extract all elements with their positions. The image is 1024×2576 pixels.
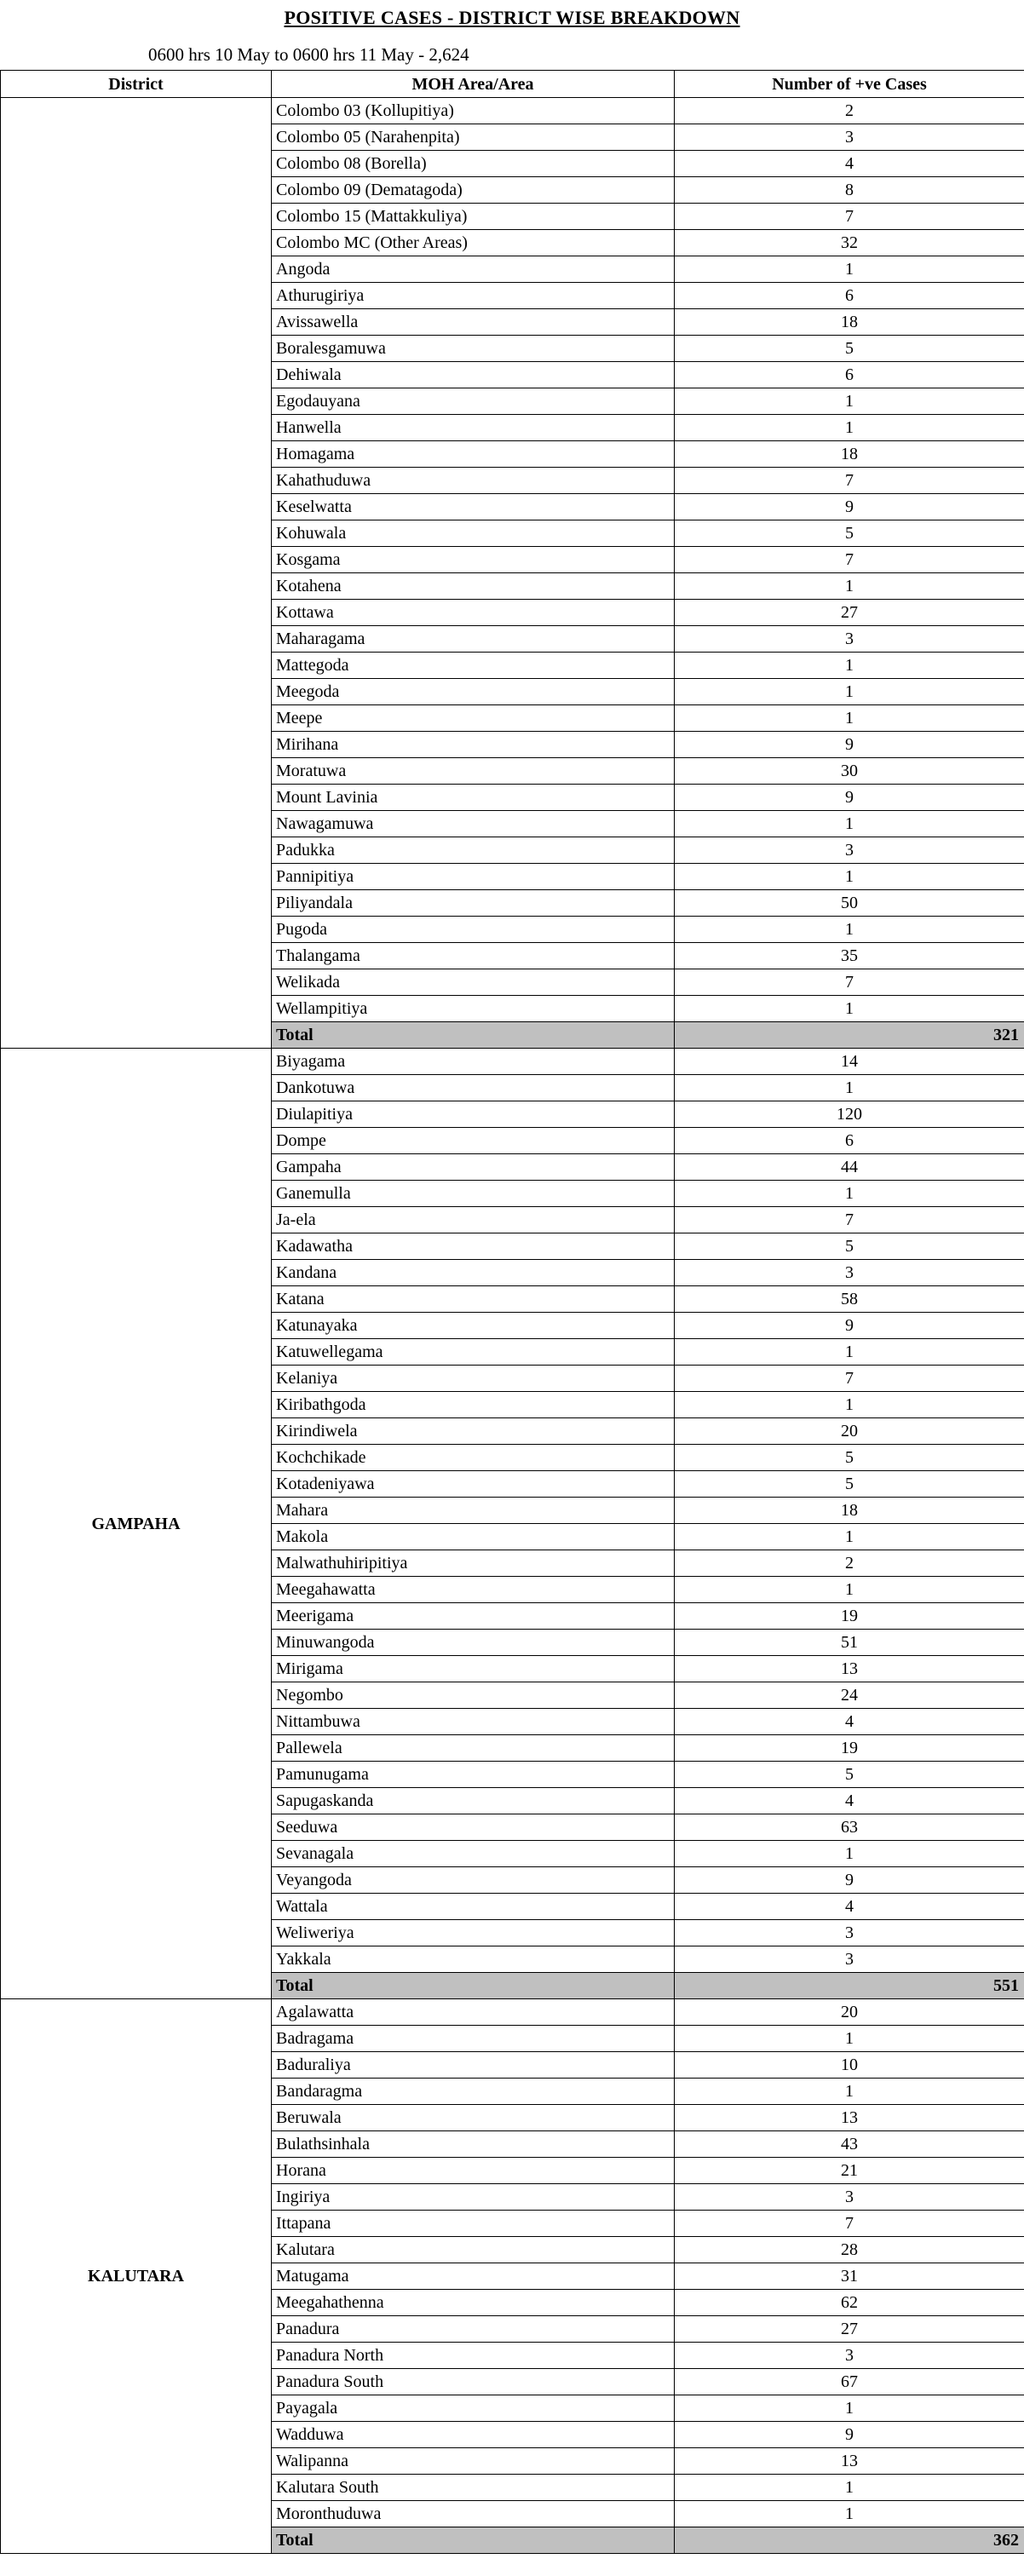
case-count-cell: 20 <box>675 1418 1024 1445</box>
moh-area-cell: Dankotuwa <box>272 1075 675 1101</box>
moh-area-cell: Meerigama <box>272 1603 675 1630</box>
case-count-cell: 18 <box>675 1498 1024 1524</box>
moh-area-cell: Homagama <box>272 441 675 468</box>
case-count-cell: 1 <box>675 864 1024 890</box>
total-label: Total <box>272 2527 675 2554</box>
district-name: KALUTARA <box>1 1999 272 2554</box>
moh-area-cell: Pamunugama <box>272 1762 675 1788</box>
header-area: MOH Area/Area <box>272 71 675 98</box>
moh-area-cell: Meegoda <box>272 679 675 705</box>
case-count-cell: 7 <box>675 969 1024 996</box>
case-count-cell: 18 <box>675 441 1024 468</box>
moh-area-cell: Meegahawatta <box>272 1577 675 1603</box>
case-count-cell: 5 <box>675 1445 1024 1471</box>
moh-area-cell: Kohuwala <box>272 520 675 547</box>
moh-area-cell: Ittapana <box>272 2211 675 2237</box>
moh-area-cell: Kirindiwela <box>272 1418 675 1445</box>
moh-area-cell: Colombo 05 (Narahenpita) <box>272 124 675 151</box>
moh-area-cell: Welikada <box>272 969 675 996</box>
case-count-cell: 1 <box>675 1841 1024 1867</box>
moh-area-cell: Bulathsinhala <box>272 2131 675 2158</box>
moh-area-cell: Pannipitiya <box>272 864 675 890</box>
case-count-cell: 5 <box>675 1762 1024 1788</box>
case-count-cell: 27 <box>675 600 1024 626</box>
case-count-cell: 43 <box>675 2131 1024 2158</box>
case-count-cell: 14 <box>675 1049 1024 1075</box>
case-count-cell: 27 <box>675 2316 1024 2343</box>
case-count-cell: 10 <box>675 2052 1024 2079</box>
moh-area-cell: Badragama <box>272 2026 675 2052</box>
moh-area-cell: Thalangama <box>272 943 675 969</box>
moh-area-cell: Kalutara South <box>272 2475 675 2501</box>
district-name: GAMPAHA <box>1 1049 272 1999</box>
case-count-cell: 7 <box>675 1366 1024 1392</box>
case-count-cell: 2 <box>675 98 1024 124</box>
moh-area-cell: Sevanagala <box>272 1841 675 1867</box>
moh-area-cell: Colombo 03 (Kollupitiya) <box>272 98 675 124</box>
moh-area-cell: Athurugiriya <box>272 283 675 309</box>
case-count-cell: 7 <box>675 2211 1024 2237</box>
moh-area-cell: Ganemulla <box>272 1181 675 1207</box>
moh-area-cell: Egodauyana <box>272 388 675 415</box>
case-count-cell: 7 <box>675 468 1024 494</box>
moh-area-cell: Diulapitiya <box>272 1101 675 1128</box>
case-count-cell: 1 <box>675 388 1024 415</box>
moh-area-cell: Ingiriya <box>272 2184 675 2211</box>
case-count-cell: 19 <box>675 1603 1024 1630</box>
moh-area-cell: Weliweriya <box>272 1920 675 1946</box>
district-name <box>1 98 272 1049</box>
case-count-cell: 1 <box>675 2501 1024 2527</box>
case-count-cell: 1 <box>675 679 1024 705</box>
page-title: POSITIVE CASES - DISTRICT WISE BREAKDOWN <box>284 7 740 28</box>
moh-area-cell: Ja-ela <box>272 1207 675 1233</box>
moh-area-cell: Angoda <box>272 256 675 283</box>
case-count-cell: 9 <box>675 732 1024 758</box>
case-count-cell: 18 <box>675 309 1024 336</box>
moh-area-cell: Wadduwa <box>272 2422 675 2448</box>
moh-area-cell: Horana <box>272 2158 675 2184</box>
moh-area-cell: Kosgama <box>272 547 675 573</box>
case-count-cell: 51 <box>675 1630 1024 1656</box>
moh-area-cell: Keselwatta <box>272 494 675 520</box>
case-count-cell: 28 <box>675 2237 1024 2263</box>
moh-area-cell: Wattala <box>272 1894 675 1920</box>
case-count-cell: 31 <box>675 2263 1024 2290</box>
case-count-cell: 3 <box>675 2343 1024 2369</box>
table-row <box>1 98 1024 124</box>
moh-area-cell: Meepe <box>272 705 675 732</box>
moh-area-cell: Kotadeniyawa <box>272 1471 675 1498</box>
moh-area-cell: Veyangoda <box>272 1867 675 1894</box>
moh-area-cell: Makola <box>272 1524 675 1550</box>
case-count-cell: 4 <box>675 1894 1024 1920</box>
moh-area-cell: Mount Lavinia <box>272 785 675 811</box>
case-count-cell: 6 <box>675 362 1024 388</box>
moh-area-cell: Katana <box>272 1286 675 1313</box>
case-count-cell: 6 <box>675 1128 1024 1154</box>
header-district: District <box>1 71 272 98</box>
moh-area-cell: Dompe <box>272 1128 675 1154</box>
moh-area-cell: Boralesgamuwa <box>272 336 675 362</box>
moh-area-cell: Kelaniya <box>272 1366 675 1392</box>
case-count-cell: 20 <box>675 1999 1024 2026</box>
case-count-cell: 9 <box>675 494 1024 520</box>
case-count-cell: 1 <box>675 1339 1024 1366</box>
case-count-cell: 9 <box>675 785 1024 811</box>
moh-area-cell: Colombo 15 (Mattakkuliya) <box>272 204 675 230</box>
header-cases: Number of +ve Cases <box>675 71 1024 98</box>
moh-area-cell: Meegahathenna <box>272 2290 675 2316</box>
total-value: 362 <box>675 2527 1024 2554</box>
case-count-cell: 5 <box>675 1471 1024 1498</box>
moh-area-cell: Kalutara <box>272 2237 675 2263</box>
moh-area-cell: Mahara <box>272 1498 675 1524</box>
case-count-cell: 67 <box>675 2369 1024 2395</box>
moh-area-cell: Panadura <box>272 2316 675 2343</box>
total-label: Total <box>272 1973 675 1999</box>
moh-area-cell: Katuwellegama <box>272 1339 675 1366</box>
case-count-cell: 13 <box>675 2105 1024 2131</box>
moh-area-cell: Avissawella <box>272 309 675 336</box>
moh-area-cell: Yakkala <box>272 1946 675 1973</box>
total-value: 551 <box>675 1973 1024 1999</box>
case-count-cell: 1 <box>675 2079 1024 2105</box>
header-row <box>1 71 1024 98</box>
moh-area-cell: Colombo 08 (Borella) <box>272 151 675 177</box>
case-count-cell: 6 <box>675 283 1024 309</box>
moh-area-cell: Pallewela <box>272 1735 675 1762</box>
case-count-cell: 1 <box>675 653 1024 679</box>
moh-area-cell: Piliyandala <box>272 890 675 917</box>
moh-area-cell: Panadura South <box>272 2369 675 2395</box>
case-count-cell: 1 <box>675 917 1024 943</box>
case-count-cell: 4 <box>675 1709 1024 1735</box>
case-count-cell: 5 <box>675 1233 1024 1260</box>
case-count-cell: 7 <box>675 1207 1024 1233</box>
case-count-cell: 1 <box>675 2475 1024 2501</box>
case-count-cell: 1 <box>675 996 1024 1022</box>
moh-area-cell: Kiribathgoda <box>272 1392 675 1418</box>
total-label: Total <box>272 1022 675 1049</box>
moh-area-cell: Payagala <box>272 2395 675 2422</box>
case-count-cell: 32 <box>675 230 1024 256</box>
table-row <box>1 1999 1024 2026</box>
case-count-cell: 1 <box>675 2026 1024 2052</box>
case-count-cell: 3 <box>675 124 1024 151</box>
moh-area-cell: Kahathuduwa <box>272 468 675 494</box>
moh-area-cell: Walipanna <box>272 2448 675 2475</box>
case-count-cell: 3 <box>675 1920 1024 1946</box>
moh-area-cell: Panadura North <box>272 2343 675 2369</box>
case-count-cell: 7 <box>675 547 1024 573</box>
case-count-cell: 4 <box>675 1788 1024 1814</box>
moh-area-cell: Mirigama <box>272 1656 675 1682</box>
moh-area-cell: Biyagama <box>272 1049 675 1075</box>
total-value: 321 <box>675 1022 1024 1049</box>
moh-area-cell: Maharagama <box>272 626 675 653</box>
moh-area-cell: Katunayaka <box>272 1313 675 1339</box>
case-count-cell: 44 <box>675 1154 1024 1181</box>
case-count-cell: 120 <box>675 1101 1024 1128</box>
moh-area-cell: Kottawa <box>272 600 675 626</box>
moh-area-cell: Agalawatta <box>272 1999 675 2026</box>
case-count-cell: 7 <box>675 204 1024 230</box>
case-count-cell: 1 <box>675 1392 1024 1418</box>
case-count-cell: 35 <box>675 943 1024 969</box>
moh-area-cell: Pugoda <box>272 917 675 943</box>
moh-area-cell: Gampaha <box>272 1154 675 1181</box>
moh-area-cell: Malwathuhiripitiya <box>272 1550 675 1577</box>
case-count-cell: 13 <box>675 2448 1024 2475</box>
moh-area-cell: Minuwangoda <box>272 1630 675 1656</box>
moh-area-cell: Baduraliya <box>272 2052 675 2079</box>
moh-area-cell: Moronthuduwa <box>272 2501 675 2527</box>
moh-area-cell: Mirihana <box>272 732 675 758</box>
case-count-cell: 58 <box>675 1286 1024 1313</box>
case-count-cell: 9 <box>675 1313 1024 1339</box>
moh-area-cell: Moratuwa <box>272 758 675 785</box>
case-count-cell: 1 <box>675 1524 1024 1550</box>
moh-area-cell: Sapugaskanda <box>272 1788 675 1814</box>
case-count-cell: 3 <box>675 626 1024 653</box>
moh-area-cell: Kochchikade <box>272 1445 675 1471</box>
table-body <box>1 98 1024 2554</box>
case-count-cell: 5 <box>675 520 1024 547</box>
case-count-cell: 1 <box>675 1075 1024 1101</box>
case-count-cell: 1 <box>675 811 1024 837</box>
case-count-cell: 9 <box>675 2422 1024 2448</box>
case-count-cell: 1 <box>675 573 1024 600</box>
case-count-cell: 1 <box>675 705 1024 732</box>
case-count-cell: 3 <box>675 1946 1024 1973</box>
case-count-cell: 63 <box>675 1814 1024 1841</box>
moh-area-cell: Bandaragma <box>272 2079 675 2105</box>
moh-area-cell: Wellampitiya <box>272 996 675 1022</box>
case-count-cell: 30 <box>675 758 1024 785</box>
case-count-cell: 19 <box>675 1735 1024 1762</box>
case-count-cell: 4 <box>675 151 1024 177</box>
case-count-cell: 3 <box>675 2184 1024 2211</box>
case-count-cell: 24 <box>675 1682 1024 1709</box>
case-count-cell: 21 <box>675 2158 1024 2184</box>
case-count-cell: 1 <box>675 256 1024 283</box>
moh-area-cell: Nittambuwa <box>272 1709 675 1735</box>
moh-area-cell: Colombo 09 (Dematagoda) <box>272 177 675 204</box>
moh-area-cell: Kandana <box>272 1260 675 1286</box>
case-count-cell: 3 <box>675 837 1024 864</box>
moh-area-cell: Negombo <box>272 1682 675 1709</box>
case-count-cell: 3 <box>675 1260 1024 1286</box>
moh-area-cell: Dehiwala <box>272 362 675 388</box>
moh-area-cell: Padukka <box>272 837 675 864</box>
case-count-cell: 13 <box>675 1656 1024 1682</box>
moh-area-cell: Mattegoda <box>272 653 675 679</box>
moh-area-cell: Nawagamuwa <box>272 811 675 837</box>
case-count-cell: 9 <box>675 1867 1024 1894</box>
case-count-cell: 2 <box>675 1550 1024 1577</box>
case-count-cell: 1 <box>675 415 1024 441</box>
moh-area-cell: Hanwella <box>272 415 675 441</box>
report-period: 0600 hrs 10 May to 0600 hrs 11 May - 2,624 <box>148 44 469 65</box>
moh-area-cell: Kadawatha <box>272 1233 675 1260</box>
moh-area-cell: Colombo MC (Other Areas) <box>272 230 675 256</box>
moh-area-cell: Matugama <box>272 2263 675 2290</box>
case-count-cell: 1 <box>675 1577 1024 1603</box>
table-row <box>1 1049 1024 1075</box>
case-count-cell: 62 <box>675 2290 1024 2316</box>
case-count-cell: 1 <box>675 1181 1024 1207</box>
case-count-cell: 50 <box>675 890 1024 917</box>
moh-area-cell: Seeduwa <box>272 1814 675 1841</box>
case-count-cell: 1 <box>675 2395 1024 2422</box>
moh-area-cell: Beruwala <box>272 2105 675 2131</box>
case-count-cell: 8 <box>675 177 1024 204</box>
case-count-cell: 5 <box>675 336 1024 362</box>
cases-table <box>0 70 1024 2554</box>
moh-area-cell: Kotahena <box>272 573 675 600</box>
